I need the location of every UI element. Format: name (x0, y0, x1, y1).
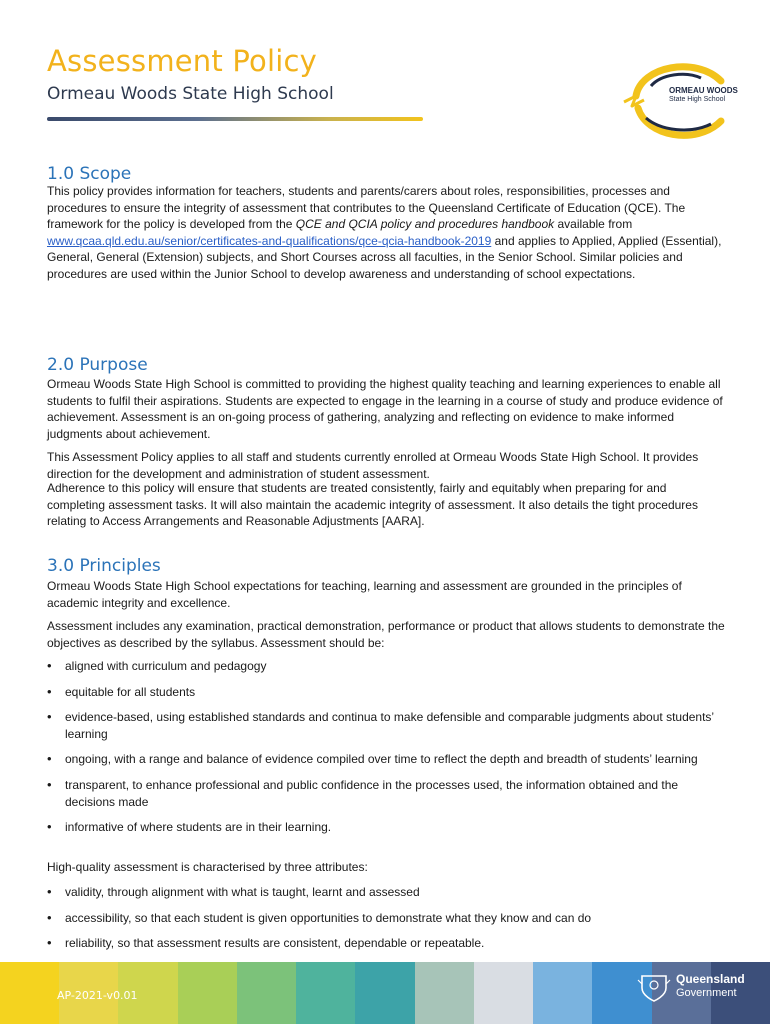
scope-text-b: available from (554, 217, 633, 232)
footer-color-segment (533, 962, 592, 1024)
footer-color-segment (237, 962, 296, 1024)
page-title: Assessment Policy (47, 44, 317, 78)
scope-text-c: and applies to Applied, Applied (Essential), General, General (Extension) subjects, and Short Courses across all faculties, in the Senior School. Similar policies and procedures are used within the Junior School to develop awareness and understanding of school expectations. (47, 233, 722, 281)
principles-paragraph-2: Assessment includes any examination, practical demonstration, performance or product that allows students to demonstrate the objectives as described by the syllabus. Assessment should be: (47, 619, 725, 650)
footer-color-segment (0, 962, 59, 1024)
qcaa-handbook-link[interactable]: www.qcaa.qld.edu.au/senior/certificates-and-qualifications/qce-qcia-handbook-2019 (47, 233, 492, 248)
footer-color-segment (355, 962, 414, 1024)
assessment-attributes-list (47, 884, 727, 952)
title-divider (47, 117, 423, 121)
list-item: • ongoing, with a range and balance of evidence compiled over time to reflect the depth and breadth of students’ learning (47, 751, 727, 768)
list-item: • aligned with curriculum and pedagogy (47, 658, 727, 675)
principles-paragraph-3: High-quality assessment is characterised by three attributes: (47, 860, 368, 874)
purpose-paragraph-2: This Assessment Policy applies to all staff and students currently enrolled at Ormeau Woods State High School. It provides direction for the development and administration of student assessment. (47, 450, 699, 481)
list-item: • transparent, to enhance professional and public confidence in the processes used, the information obtained and the decisions made (47, 777, 727, 810)
purpose-heading: 2.0 Purpose (47, 355, 148, 375)
scope-text-a: This policy provides information for teachers, students and parents/carers about roles, responsibilities, processes and procedures to ensure the integrity of assessment that contributes to the Queensland Certificate of Education (QCE). The framework for the policy is developed from the (47, 184, 686, 232)
list-item: • reliability, so that assessment results are consistent, dependable or repeatable. (47, 935, 727, 952)
list-item: • accessibility, so that each student is given opportunities to demonstrate what they know and can do (47, 910, 727, 927)
footer-color-segment (296, 962, 355, 1024)
list-item: • informative of where students are in their learning. (47, 819, 727, 836)
list-item: • validity, through alignment with what is taught, learnt and assessed (47, 884, 727, 901)
list-item: • evidence-based, using established standards and continua to make defensible and comparable judgments about students’ learning (47, 709, 727, 742)
footer-color-segment (415, 962, 474, 1024)
scope-heading: 1.0 Scope (47, 164, 132, 184)
assessment-criteria-list (47, 658, 727, 836)
government-label: Government (676, 987, 737, 999)
footer-color-segment (178, 962, 237, 1024)
principles-paragraph-1: Ormeau Woods State High School expectations for teaching, learning and assessment are grounded in the principles of academic integrity and excellence. (47, 579, 682, 610)
principles-heading: 3.0 Principles (47, 556, 161, 576)
school-name: Ormeau Woods State High School (47, 84, 334, 104)
scope-handbook-title: QCE and QCIA policy and procedures handbook (295, 217, 555, 232)
scope-paragraph (47, 183, 727, 283)
purpose-paragraph-1: Ormeau Woods State High School is committed to providing the highest quality teaching and learning experiences to enable all students to fulfil their aspirations. Students are expected to engage in the learning in a course of study and produce evidence of achievement. Assessment is an on-going process of gathering, analyzing and reflecting on evidence to make informed judgments about achievement. (47, 377, 723, 441)
document-code: AP-2021-v0.01 (57, 989, 138, 1002)
queensland-label: Queensland (676, 972, 745, 986)
list-item: • equitable for all students (47, 684, 727, 701)
purpose-paragraph-3: Adherence to this policy will ensure that students are treated consistently, fairly and equitably when preparing for and completing assessment tasks. It will also maintain the academic integrity of assessment. It also details the tight procedures relating to Access Arrangements and Reasonable Adjustments [AARA]. (47, 481, 698, 529)
logo-line-1: ORMEAU WOODS (669, 86, 738, 95)
logo-line-2: State High School (669, 96, 726, 103)
queensland-crest-icon (636, 968, 672, 1004)
footer-color-segment (474, 962, 533, 1024)
